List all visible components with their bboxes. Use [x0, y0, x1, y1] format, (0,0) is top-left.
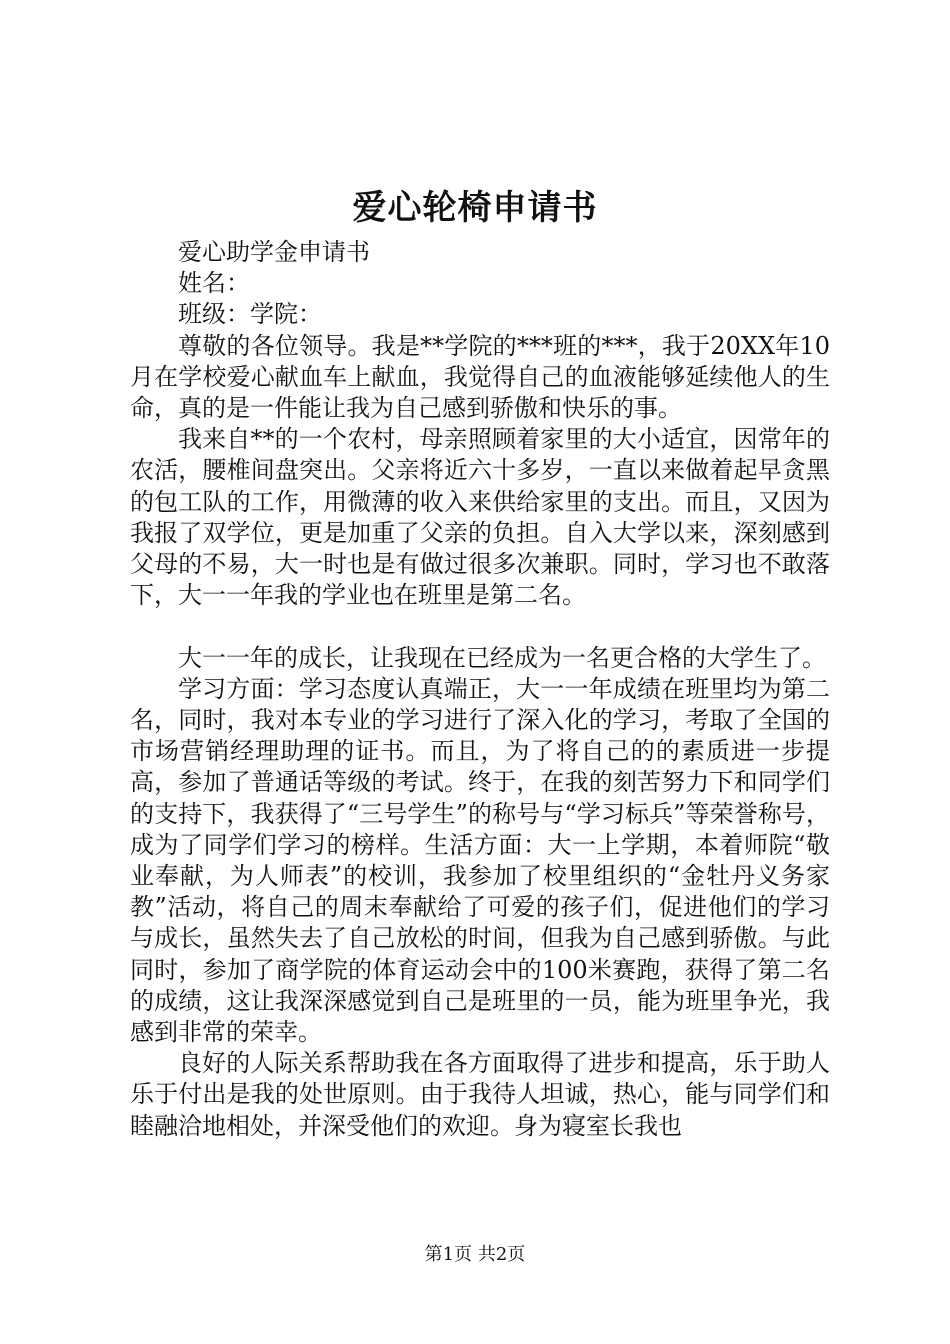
page-number-footer: 第1页 共2页	[424, 1244, 526, 1265]
paragraph-subtitle: 爱心助学金申请书	[178, 238, 370, 266]
paragraph: 尊敬的各位领导。我是**学院的***班的***，我于20XX年10月在学校爱心献血车上献血，我觉得自己的血液能够延续他人的生命，真的是一件能让我为自己感到骄傲和快乐的事。	[130, 331, 830, 423]
paragraph: 大一一年的成长，让我现在已经成为一名更合格的大学生了。	[178, 643, 826, 672]
paragraph: 学习方面：学习态度认真端正，大一一年成绩在班里均为第二名，同时，我对本专业的学习进行了深入化的学习，考取了全国的市场营销经理助理的证书。而且，为了将自己的的素质进一步提高，参加了普通话等级的考试。终于，在我的刻苦努力下和同学们的支持下，我获得了“三号学生”的称号与“学习标兵”等荣誉称号，成为了同学们学习的榜样。生活方面：大一上学期，本着师院“敬业奉献，为人师表”的校训，我参加了校里组织的“金牡丹义务家教”活动，将自己的周末奉献给了可爱的孩子们，促进他们的学习与成长，虽然失去了自己放松的时间，但我为自己感到骄傲。与此同时，参加了商学院的体育运动会中的100米赛跑，获得了第二名的成绩，这让我深深感觉到自己是班里的一员，能为班里争光，我感到非常的荣幸。	[130, 674, 830, 1047]
paragraph: 我来自**的一个农村，母亲照顾着家里的大小适宜，因常年的农活，腰椎间盘突出。父亲将近六十多岁，一直以来做着起早贪黑的包工队的工作，用微薄的收入来供给家里的支出。而且，又因为我报了双学位，更是加重了父亲的负担。自入大学以来，深刻感到父母的不易，大一时也是有做过很多次兼职。同时，学习也不敢落下，大一一年我的学业也在班里是第二名。	[130, 425, 830, 610]
blank-line	[130, 611, 830, 642]
paragraph-class-field: 班级：学院：	[178, 300, 322, 329]
paragraph-name-field: 姓名：	[178, 269, 250, 298]
document-body	[130, 237, 830, 1142]
paragraph: 良好的人际关系帮助我在各方面取得了进步和提高，乐于助人乐于付出是我的处世原则。由于我待人坦诚，热心，能与同学们和睦融洽地相处，并深受他们的欢迎。身为寝室长我也	[130, 1049, 830, 1140]
document-title: 爱心轮椅申请书	[352, 188, 598, 228]
